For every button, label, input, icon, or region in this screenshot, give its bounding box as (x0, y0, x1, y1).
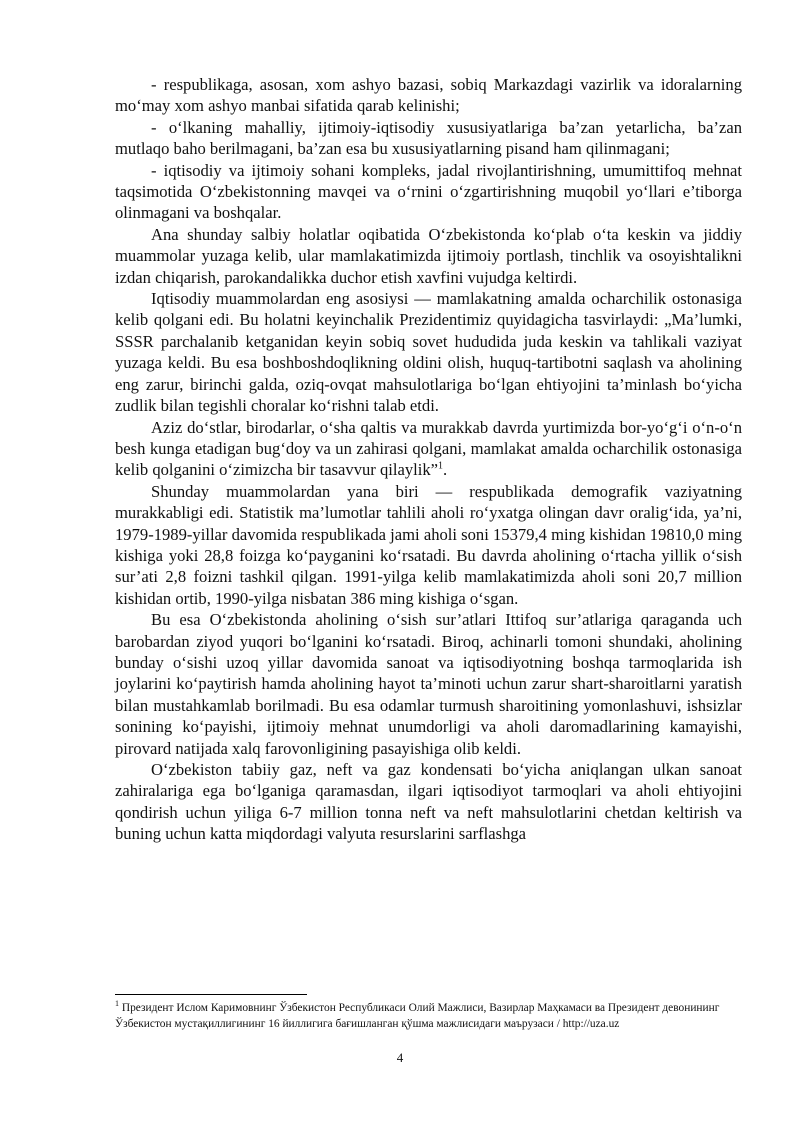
document-body (115, 74, 742, 845)
paragraph-4: Ana shunday salbiy holatlar oqibatida O‘zbekistonda ko‘plab o‘ta keskin va jiddiy muammolar yuzaga kelib, ular mamlakatimizda ijtimoiy portlash, tinchlik va osoyishtalikni izdan chiqarish, parokandalikka duchor etish xavfini vujudga keltirdi. (115, 224, 742, 287)
paragraph-1: - respublikaga, asosan, xom ashyo bazasi, sobiq Markazdagi vazirlik va idoralarning mo‘may xom ashyo manbai sifatida qarab kelinishi; (115, 75, 742, 116)
footnote-number: 1 (115, 999, 119, 1009)
footnote-text: Президент Ислом Каримовнинг Ўзбекистон Республикаси Олий Мажлиси, Вазирлар Маҳкамаси ва Президент девонининг Ўзбекистон мустақиллигининг 16 йиллигига бағишланган қўшма мажлисидаги маърузаси / http://uza.uz (115, 1002, 720, 1031)
paragraph-9: O‘zbekiston tabiiy gaz, neft va gaz kondensati bo‘yicha aniqlangan ulkan sanoat zahiralariga ega bo‘lganiga qaramasdan, ilgari iqtisodiyot tarmoqlari va aholi ehtiyojini qondirish uchun yiliga 6-7 million tonna neft va neft mahsulotlarini chetdan keltirish va buning uchun katta miqdordagi valyuta resurslarini sarflashga (115, 760, 742, 844)
footnote (115, 1000, 725, 1032)
paragraph-8: Bu esa O‘zbekistonda aholining o‘sish sur’atlari Ittifoq sur’atlariga qaraganda uch barobardan ziyod yuqori bo‘lganini ko‘rsatadi. Biroq, achinarli tomoni shundaki, aholining bunday o‘sishi uzoq yillar davomida sanoat va iqtisodiyotning boshqa tarmoqlarida ish joylarini ko‘paytirish hamda aholining hayot ta’minoti uchun zarur shart-sharoitlarni yaratish bilan mustahkamlab borilmadi. Bu esa odamlar turmush sharoitining yomonlashuvi, ishsizlar sonining ko‘payishi, ijtimoiy mehnat unumdorligi va aholi daromadlarining kamayishi, pirovard natijada xalq farovonligining pasayishiga olib keldi. (115, 610, 742, 758)
paragraph-2: - o‘lkaning mahalliy, ijtimoiy-iqtisodiy xususiyatlariga ba’zan yetarlicha, ba’zan mutlaqo baho berilmagani, ba’zan esa bu xususiyatlarning pisand ham qilinmagani; (115, 117, 742, 159)
quote-paragraph (115, 417, 742, 481)
footnote-reference[interactable]: 1 (438, 460, 444, 472)
paragraph-7: Shunday muammolardan yana biri — respublikada demografik vaziyatning murakkabligi edi. Statistik ma’lumotlar tahlili aholi ro‘yxatga olingan davr oralig‘ida, ya’ni, 1979-1989-yillar davomida respublikada jami aholi soni 15379,4 ming kishidan 19810,0 ming kishiga yoki 28,8 foizga ko‘payganini ko‘rsatadi. Bu davrda aholining o‘rtacha yillik o‘sish sur’ati 2,8 foizni tashkil qilgan. 1991-yilga kelib mamlakatimizda aholi soni 20,7 million kishidan ortib, 1990-yilga nisbatan 386 ming kishiga o‘sgan. (115, 481, 742, 608)
page-number: 4 (396, 1050, 404, 1065)
paragraph-5: Iqtisodiy muammolardan eng asosiysi — mamlakatning amalda ocharchilik ostonasiga kelib qolgani edi. Bu holatni keyinchalik Prezidentimiz quyidagicha tasvirlaydi: „Ma’lumki, SSSR parchalanib ketganidan keyin sobiq sovet hududida juda keskin va tahlikali vaziyat yuzaga keldi. Bu esa boshboshdoqlikning oldini olish, huquq-tartibotni saqlash va aholining eng zarur, birinchi galda, oziq-ovqat mahsulotlariga bo‘lgan ehtiyojini ta’minlash bo‘yicha zudlik bilan tegishli choralar ko‘rishni talab etdi. (115, 289, 742, 416)
paragraph-3: - iqtisodiy va ijtimoiy sohani kompleks, jadal rivojlantirishning, umumittifoq mehnat taqsimotida O‘zbekistonning mavqei va o‘rnini o‘zgartirishning muqobil yo‘llari e’tiborga olinmagani va boshqalar. (115, 160, 742, 223)
footnote-separator (115, 994, 307, 995)
quote-end: . (443, 460, 448, 480)
quote-text: Aziz do‘stlar, birodarlar, o‘sha qaltis va murakkab davrda yurtimizda bor-yo‘g‘i o‘n-o‘n besh kunga etadigan bug‘doy va un zahirasi qolgani, mamlakat amalda ocharchilik ostonasiga kelib qolganini o‘zimizcha bir tasavvur qilaylik” (115, 417, 742, 480)
